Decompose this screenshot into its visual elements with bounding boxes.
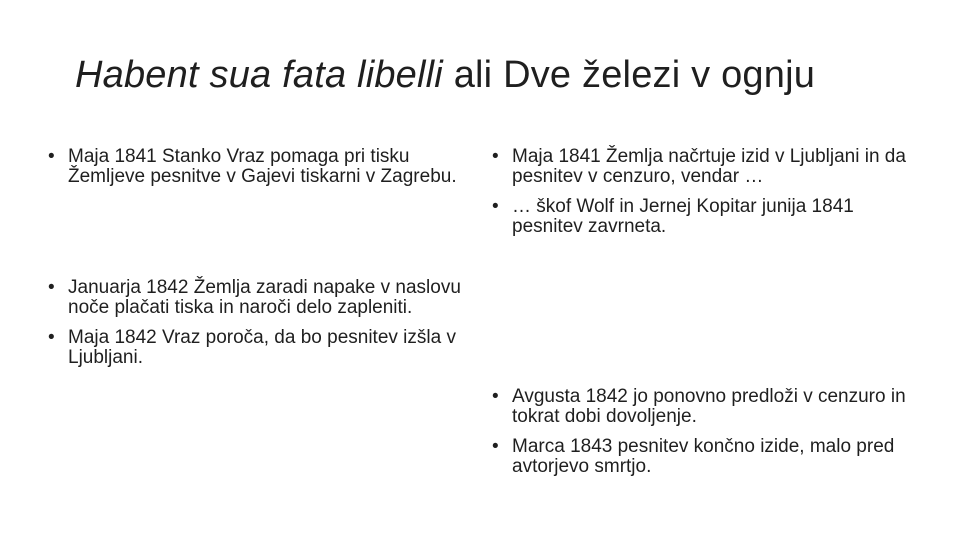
- bullet-item: [492, 197, 912, 237]
- bullet-dot: •: [492, 436, 499, 457]
- slide-title: [75, 54, 815, 97]
- bullet-item: [48, 328, 468, 368]
- bullet-text: Avgusta 1842 jo ponovno predloži v cenzuro in tokrat dobi dovoljenje.: [512, 386, 906, 427]
- slide-title-rest: ali Dve železi v ognju: [442, 54, 816, 96]
- right-column-bottom: [492, 387, 912, 487]
- bullet-dot: •: [492, 386, 499, 407]
- bullet-item: [48, 147, 468, 187]
- bullet-text: Januarja 1842 Žemlja zaradi napake v naslovu noče plačati tiska in naroči delo zapleniti.: [68, 277, 461, 318]
- bullet-item: [492, 147, 912, 187]
- bullet-item: [48, 278, 468, 318]
- left-column-top: [48, 147, 468, 197]
- bullet-dot: •: [492, 196, 499, 217]
- bullet-text: … škof Wolf in Jernej Kopitar junija 1841 pesnitev zavrneta.: [512, 196, 854, 237]
- bullet-text: Maja 1842 Vraz poroča, da bo pesnitev izšla v Ljubljani.: [68, 327, 456, 368]
- left-column-bottom: [48, 278, 468, 378]
- bullet-text: Maja 1841 Stanko Vraz pomaga pri tisku Žemljeve pesnitve v Gajevi tiskarni v Zagrebu.: [68, 146, 457, 187]
- bullet-item: [492, 387, 912, 427]
- bullet-item: [492, 437, 912, 477]
- bullet-dot: •: [48, 277, 55, 298]
- bullet-dot: •: [48, 327, 55, 348]
- bullet-dot: •: [492, 146, 499, 167]
- right-column-top: [492, 147, 912, 247]
- bullet-text: Maja 1841 Žemlja načrtuje izid v Ljubljani in da pesnitev v cenzuro, vendar …: [512, 146, 906, 187]
- slide-title-italic: Habent sua fata libelli: [75, 54, 443, 96]
- bullet-text: Marca 1843 pesnitev končno izide, malo pred avtorjevo smrtjo.: [512, 436, 895, 477]
- bullet-dot: •: [48, 146, 55, 167]
